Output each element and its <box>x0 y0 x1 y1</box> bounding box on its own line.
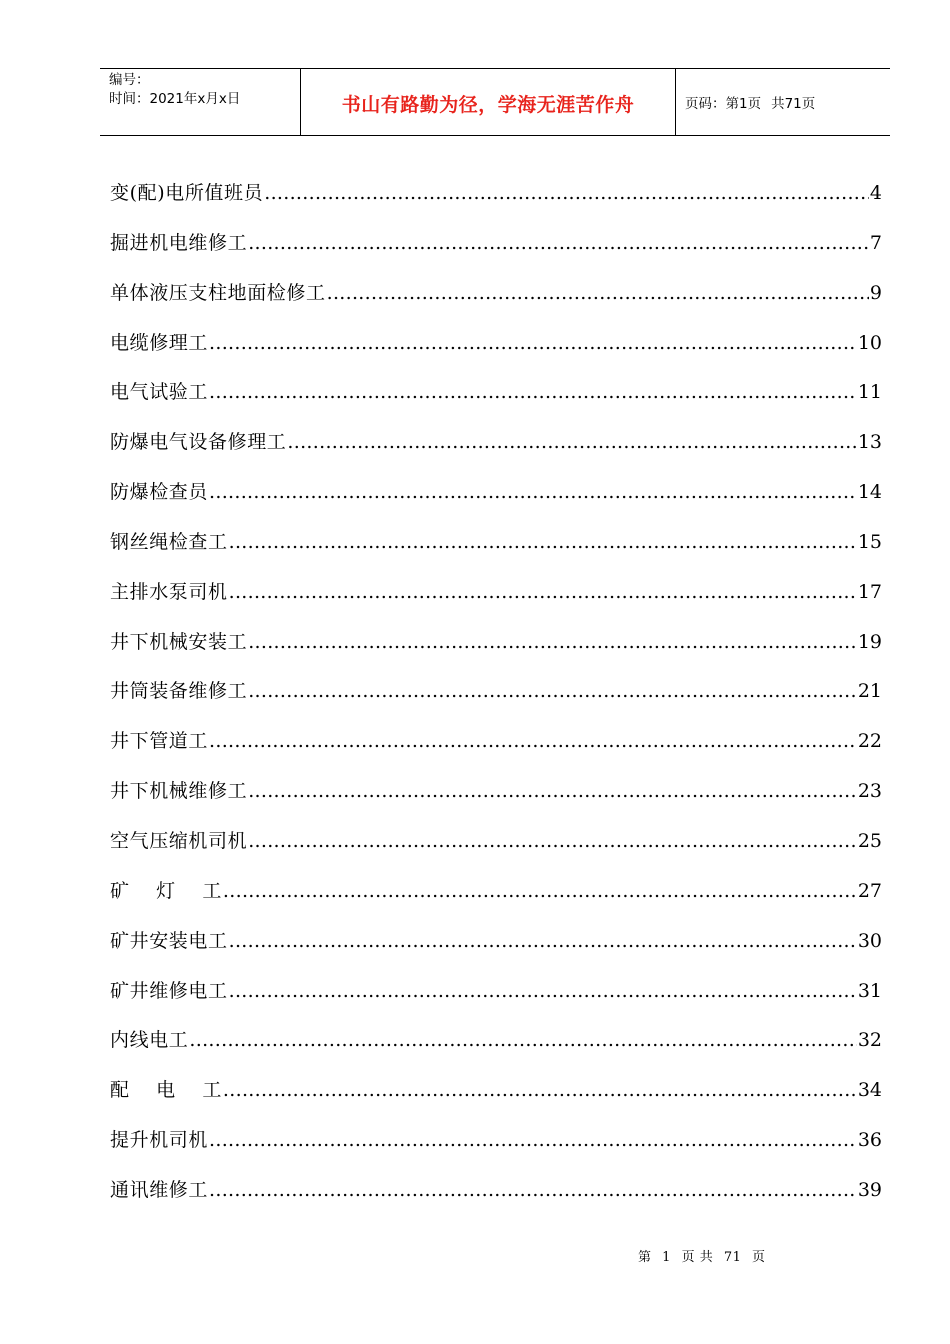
toc-entry-page: 7 <box>869 231 882 254</box>
header-meta <box>100 69 301 135</box>
toc-entry-page: 15 <box>857 530 882 553</box>
toc-dot-leader <box>264 175 869 211</box>
toc-entry-page: 11 <box>857 381 882 404</box>
toc-entry-title: 矿 灯 工 <box>110 879 222 902</box>
toc-entry[interactable] <box>110 175 882 225</box>
toc-entry-title: 主排水泵司机 <box>110 580 228 603</box>
toc-entry-page: 34 <box>857 1079 882 1102</box>
toc-entry[interactable] <box>110 225 882 275</box>
page-header <box>100 68 890 136</box>
toc-dot-leader <box>209 474 857 510</box>
toc-entry-title: 矿井安装电工 <box>110 929 228 952</box>
toc-dot-leader <box>229 923 857 959</box>
document-time: 时间：2021年x月x日 <box>109 91 241 107</box>
footer-middle: 页 共 <box>681 1250 714 1265</box>
toc-entry-title: 钢丝绳检查工 <box>110 530 228 553</box>
header-total-pages: 共71页 <box>771 96 816 112</box>
toc-entry[interactable] <box>110 574 882 624</box>
toc-dot-leader <box>209 374 857 410</box>
toc-entry-title: 防爆电气设备修理工 <box>110 431 287 454</box>
toc-dot-leader <box>287 424 856 460</box>
header-motto: 书山有路勤为径，学海无涯苦作舟 <box>301 69 676 135</box>
toc-entry-title: 配 电 工 <box>110 1079 222 1102</box>
toc-entry-page: 19 <box>857 630 882 653</box>
toc-entry-page: 9 <box>869 281 882 304</box>
toc-entry-page: 39 <box>857 1178 882 1201</box>
toc-entry[interactable] <box>110 474 882 524</box>
toc-entry[interactable] <box>110 1022 882 1072</box>
toc-entry[interactable] <box>110 325 882 375</box>
toc-entry[interactable] <box>110 624 882 674</box>
toc-entry-page: 13 <box>857 431 882 454</box>
toc-entry-title: 通讯维修工 <box>110 1178 209 1201</box>
toc-dot-leader <box>209 1172 857 1208</box>
toc-entry-page: 25 <box>857 829 882 852</box>
header-page-info <box>676 69 890 135</box>
toc-entry-page: 31 <box>857 979 882 1002</box>
toc-dot-leader <box>229 524 857 560</box>
toc-entry[interactable] <box>110 873 882 923</box>
table-of-contents <box>110 175 882 1222</box>
toc-entry[interactable] <box>110 1172 882 1222</box>
toc-dot-leader <box>209 325 857 361</box>
toc-entry[interactable] <box>110 723 882 773</box>
toc-dot-leader <box>229 574 857 610</box>
toc-dot-leader <box>248 773 857 809</box>
toc-dot-leader <box>327 275 869 311</box>
toc-dot-leader <box>248 673 857 709</box>
toc-entry-title: 井下机械安装工 <box>110 630 248 653</box>
toc-entry[interactable] <box>110 923 882 973</box>
toc-dot-leader <box>209 1122 857 1158</box>
toc-entry-page: 22 <box>857 730 882 753</box>
toc-entry-title: 井下管道工 <box>110 730 209 753</box>
toc-entry-page: 4 <box>869 182 882 204</box>
toc-dot-leader <box>248 624 857 660</box>
footer-suffix: 页 <box>752 1250 766 1265</box>
toc-entry[interactable] <box>110 823 882 873</box>
footer-total-pages: 71 <box>723 1250 742 1265</box>
toc-dot-leader <box>223 873 857 909</box>
toc-dot-leader <box>229 973 857 1009</box>
footer-prefix: 第 <box>638 1250 652 1265</box>
toc-entry[interactable] <box>110 973 882 1023</box>
toc-entry-title: 单体液压支柱地面检修工 <box>110 281 326 304</box>
toc-entry-page: 36 <box>857 1129 882 1152</box>
toc-entry-title: 变(配)电所值班员 <box>110 182 264 204</box>
toc-dot-leader <box>248 225 869 261</box>
toc-dot-leader <box>223 1072 857 1108</box>
document-number: 编号： <box>109 72 150 88</box>
toc-entry-title: 防爆检查员 <box>110 481 209 504</box>
toc-entry[interactable] <box>110 374 882 424</box>
toc-entry[interactable] <box>110 773 882 823</box>
toc-entry[interactable] <box>110 424 882 474</box>
toc-entry-title: 电缆修理工 <box>110 331 209 354</box>
toc-entry-title: 矿井维修电工 <box>110 979 228 1002</box>
toc-entry-title: 提升机司机 <box>110 1129 209 1152</box>
toc-entry[interactable] <box>110 1072 882 1122</box>
toc-entry-title: 井筒装备维修工 <box>110 680 248 703</box>
toc-entry-title: 空气压缩机司机 <box>110 829 248 852</box>
toc-entry-title: 井下机械维修工 <box>110 780 248 803</box>
toc-entry-page: 30 <box>857 929 882 952</box>
toc-entry-title: 掘进机电维修工 <box>110 231 248 254</box>
toc-dot-leader <box>248 823 857 859</box>
footer-current-page: 1 <box>662 1250 671 1265</box>
toc-dot-leader <box>209 723 857 759</box>
toc-entry-page: 14 <box>857 481 882 504</box>
toc-entry[interactable] <box>110 673 882 723</box>
toc-entry-title: 电气试验工 <box>110 381 209 404</box>
toc-dot-leader <box>189 1022 856 1058</box>
header-page-number: 页码：第1页 <box>685 96 762 112</box>
toc-entry-page: 27 <box>857 879 882 902</box>
toc-entry-page: 17 <box>857 580 882 603</box>
toc-entry-page: 21 <box>857 680 882 703</box>
toc-entry-title: 内线电工 <box>110 1029 189 1052</box>
toc-entry-page: 10 <box>857 331 882 354</box>
toc-entry[interactable] <box>110 275 882 325</box>
toc-entry[interactable] <box>110 524 882 574</box>
toc-entry[interactable] <box>110 1122 882 1172</box>
page-footer <box>0 1246 950 1265</box>
toc-entry-page: 23 <box>857 780 882 803</box>
toc-entry-page: 32 <box>857 1029 882 1052</box>
